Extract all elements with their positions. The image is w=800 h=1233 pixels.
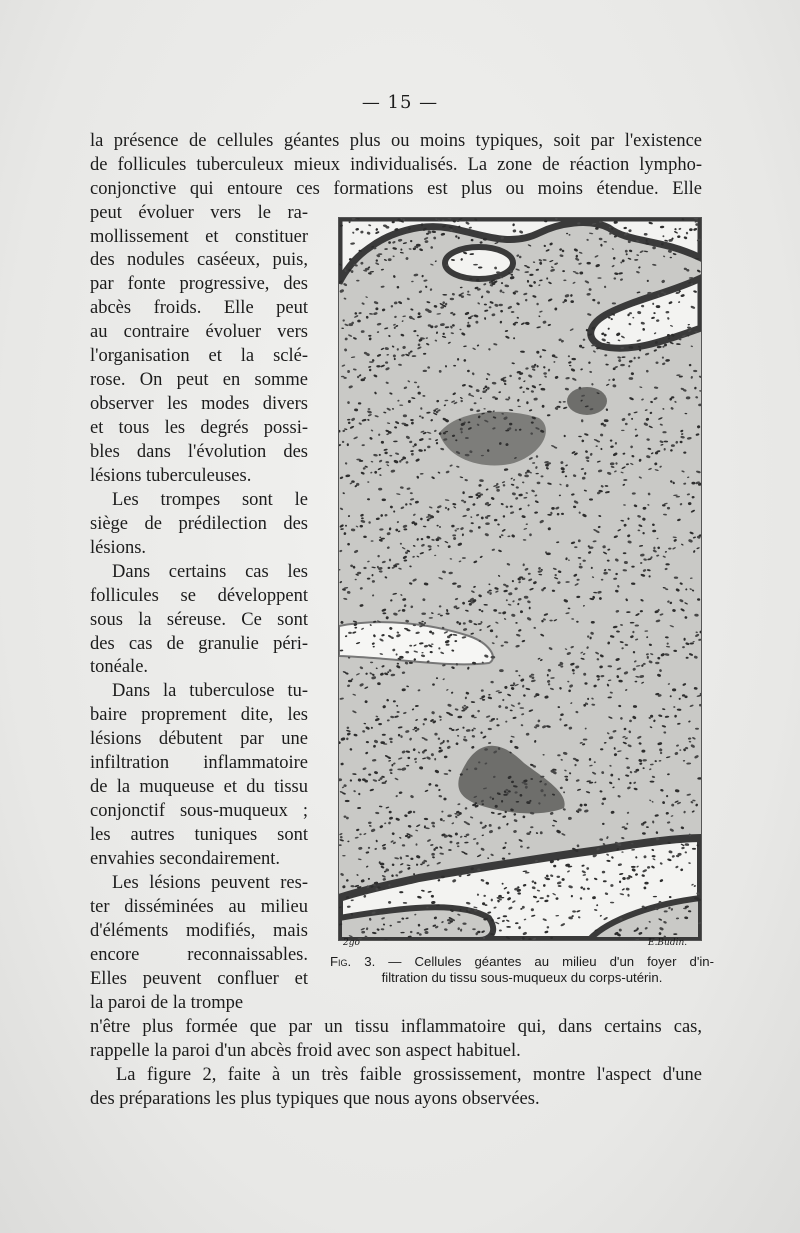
column-line: infiltration inflammatoire bbox=[90, 753, 308, 773]
column-line: encore reconnaissables. bbox=[90, 945, 308, 965]
column-line: observer les modes divers bbox=[90, 394, 308, 414]
column-line: d'éléments modifiés, mais bbox=[90, 921, 308, 941]
caption-label: Fig. 3. bbox=[330, 954, 376, 969]
figure-signature-left: 2go bbox=[343, 938, 360, 948]
column-line: ter disséminées au milieu bbox=[90, 897, 308, 917]
column-line: tonéale. bbox=[90, 657, 149, 677]
column-line: Dans certains cas les bbox=[112, 562, 308, 582]
body-line-1: la présence de cellules géantes plus ou moins typiques, soit par l'existence bbox=[90, 131, 702, 151]
body-line-bottom-4: des préparations les plus typiques que nous ayons observées. bbox=[90, 1089, 540, 1109]
histology-illustration bbox=[339, 218, 701, 940]
column-line: des cas de granulie péri- bbox=[90, 634, 308, 654]
column-line: par fonte progressive, des bbox=[90, 274, 308, 294]
column-line: Elles peuvent confluer et bbox=[90, 969, 308, 989]
column-line: mollissement et constituer bbox=[90, 227, 308, 247]
column-line: la paroi de la trompe bbox=[90, 993, 244, 1013]
caption-text-1: — Cellules géantes au milieu d'un foyer d'in- bbox=[375, 954, 715, 969]
page-number: — 15 — bbox=[361, 92, 439, 113]
column-line: l'organisation et la sclé- bbox=[90, 346, 308, 366]
column-line: au contraire évoluer vers bbox=[90, 322, 308, 342]
column-line: lésions débutent par une bbox=[90, 729, 308, 749]
column-line: des nodules caséeux, puis, bbox=[90, 250, 308, 270]
column-line: siège de prédilection des bbox=[90, 514, 308, 534]
column-line: lésions tuberculeuses. bbox=[90, 466, 252, 486]
body-line-bottom-2: rappelle la paroi d'un abcès froid avec son aspect habituel. bbox=[90, 1041, 521, 1061]
figure-caption bbox=[330, 954, 714, 986]
column-line: sous la séreuse. Ce sont bbox=[90, 610, 308, 630]
column-line: Dans la tuberculose tu- bbox=[112, 681, 308, 701]
body-line-bottom-1: n'être plus formée que par un tissu inflammatoire qui, dans certains cas, bbox=[90, 1017, 702, 1037]
column-line: les autres tuniques sont bbox=[90, 825, 308, 845]
column-line: rose. On peut en somme bbox=[90, 370, 308, 390]
column-line: Les lésions peuvent res- bbox=[112, 873, 308, 893]
column-line: et tous les degrés possi- bbox=[90, 418, 308, 438]
column-line: Les trompes sont le bbox=[112, 490, 308, 510]
column-line: bles dans l'évolution des bbox=[90, 442, 308, 462]
column-line: envahies secondairement. bbox=[90, 849, 281, 869]
caption-line-1 bbox=[330, 954, 714, 970]
column-line: follicules se développent bbox=[90, 586, 308, 606]
column-line: abcès froids. Elle peut bbox=[90, 298, 308, 318]
column-line: lésions. bbox=[90, 538, 147, 558]
column-line: peut évoluer vers le ra- bbox=[90, 203, 308, 223]
column-line: conjonctif sous-muqueux ; bbox=[90, 801, 308, 821]
column-line: baire proprement dite, les bbox=[90, 705, 308, 725]
column-line: de la muqueuse et du tissu bbox=[90, 777, 308, 797]
caption-line-2: filtration du tissu sous-muqueux du corps-utérin. bbox=[381, 970, 663, 985]
figure-signature-right: E.Budin. bbox=[648, 938, 688, 948]
body-line-3: conjonctive qui entoure ces formations est plus ou moins étendue. Elle bbox=[90, 179, 702, 199]
histology-figure bbox=[338, 217, 702, 941]
body-line-2: de follicules tuberculeux mieux individualisés. La zone de réaction lympho- bbox=[90, 155, 702, 175]
body-line-bottom-3: La figure 2, faite à un très faible grossissement, montre l'aspect d'une bbox=[116, 1065, 702, 1085]
